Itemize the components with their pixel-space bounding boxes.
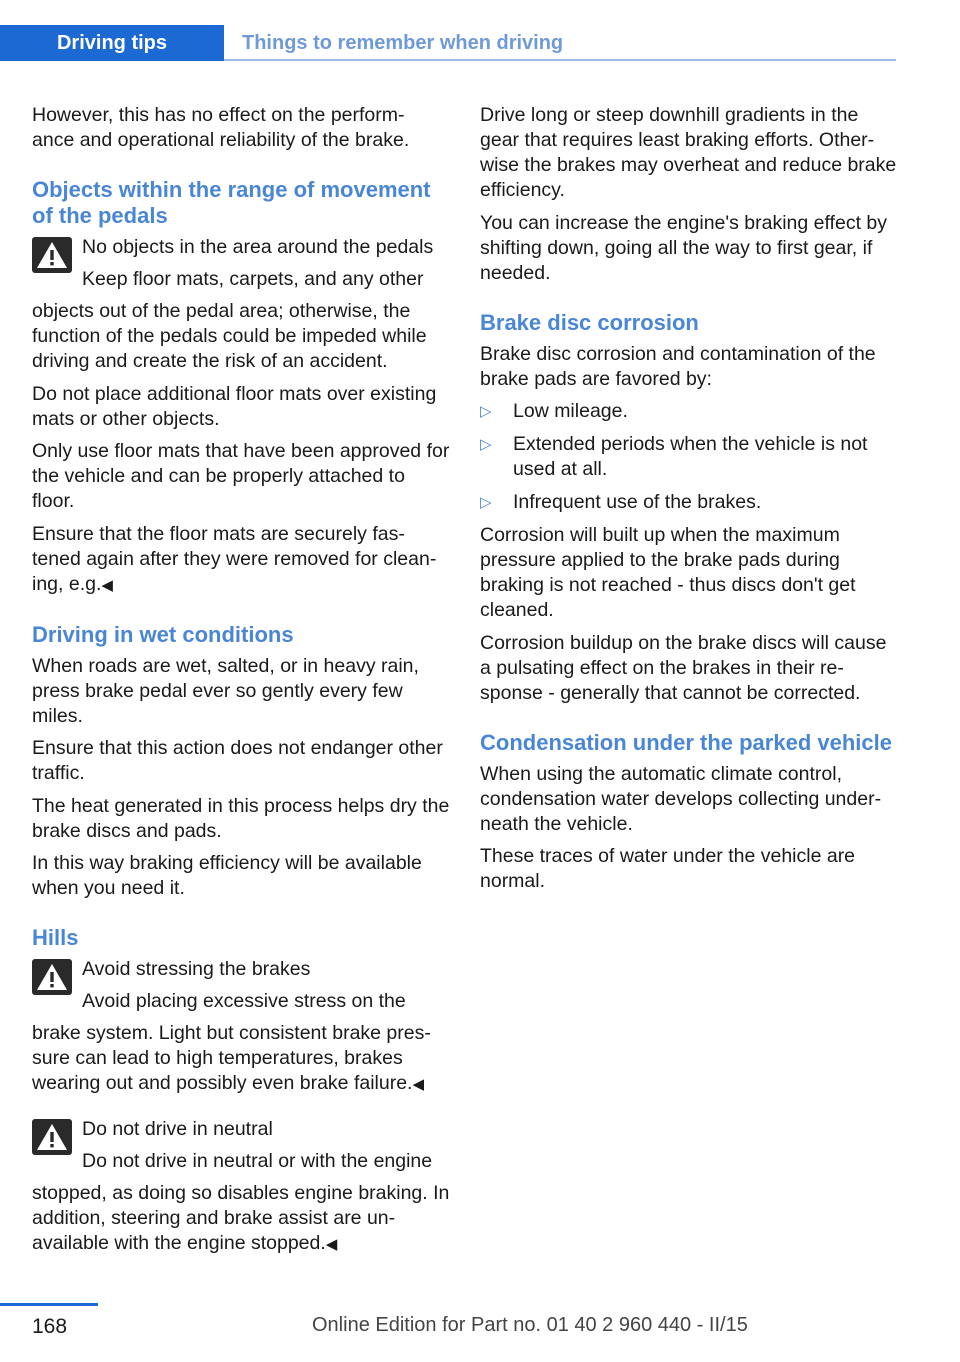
page-header (0, 0, 960, 64)
hills-paragraph-2: You can increase the engine's braking effect by shifting down, going all the way to first gear, if needed. (480, 211, 888, 284)
pedals-paragraph-3: Only use floor mats that have been approved for the vehicle and can be properly attached to floor. (32, 440, 450, 512)
warning-text-start: Avoid placing excessive stress on the (82, 990, 406, 1012)
corrosion-paragraph-2: Corrosion will built up when the maximum pressure applied to the brake pads during braking is not reached - thus discs don't get cleaned. (480, 524, 856, 621)
list-item (480, 432, 898, 482)
list-item (480, 399, 898, 424)
triangle-bullet-icon: ▷ (480, 494, 492, 511)
right-column (480, 103, 898, 902)
warning-text-body: stopped, as doing so disables engine braking. In addition, steering and brake assist are un- available with the engine stopped. (32, 1182, 450, 1254)
heading-brake-disc-corrosion: Brake disc corrosion (480, 309, 699, 335)
pedals-paragraph-4-text: Ensure that the floor mats are securely fas- tened again after they were removed for clean- ing, e.g. (32, 522, 437, 595)
wet-paragraph-2: Ensure that this action does not endanger other traffic. (32, 737, 443, 784)
heading-condensation: Condensation under the parked vehicle (480, 729, 892, 755)
list-item-text: Extended periods when the vehicle is not used at all. (513, 433, 868, 480)
warning-stress (32, 957, 450, 1097)
chapter-tab[interactable]: Driving tips (0, 25, 224, 61)
intro-paragraph: However, this has no effect on the perform- ance and operational reliability of the brake. (32, 104, 410, 151)
warning-text-body: brake system. Light but consistent brake pres- sure can lead to high temperatures, brakes wearing out and possibly even brake failure. (32, 1022, 431, 1094)
hills-paragraph-1: Drive long or steep downhill gradients in the gear that requires least braking efforts. Other- wise the brakes may overheat and reduce brake efficiency. (480, 104, 897, 201)
corrosion-factors-list (480, 399, 898, 515)
section-title[interactable]: Things to remember when driving (242, 31, 564, 54)
warning-text (32, 1181, 450, 1257)
corrosion-paragraph-1: Brake disc corrosion and contamination of the brake pads are favored by: (480, 342, 876, 390)
warning-pedals (32, 235, 450, 374)
warning-neutral (32, 1117, 450, 1257)
warning-triangle-icon (32, 235, 82, 299)
warning-triangle-icon (32, 957, 82, 1021)
warning-text-start: Do not drive in neutral or with the engine (82, 1150, 433, 1172)
warning-triangle-icon (32, 1117, 82, 1181)
condensation-paragraph-1: When using the automatic climate control, condensation water develops collecting under- neath the vehicle. (480, 762, 882, 835)
wet-paragraph-1: When roads are wet, salted, or in heavy rain, press brake pedal ever so gently every few miles. (32, 654, 419, 727)
wet-paragraph-4: In this way braking efficiency will be available when you need it. (32, 852, 422, 899)
header-divider (224, 59, 896, 61)
heading-pedals: Objects within the range of movement of the pedals (32, 177, 431, 228)
corrosion-paragraph-3: Corrosion buildup on the brake discs will cause a pulsating effect on the brakes in their re- sponse - generally that cannot be corrected. (480, 631, 887, 704)
condensation-paragraph-2: These traces of water under the vehicle are normal. (480, 845, 856, 892)
pedals-paragraph-2: Do not place additional floor mats over existing mats or other objects. (32, 382, 437, 430)
heading-hills: Hills (32, 925, 79, 950)
footer-edition: Online Edition for Part no. 01 40 2 960 440 - II/15 (312, 1314, 748, 1336)
warning-text-start: Keep floor mats, carpets, and any other (82, 268, 424, 290)
page-number: 168 (32, 1315, 68, 1338)
list-item (480, 490, 898, 515)
end-mark-icon: ◀ (101, 576, 113, 594)
end-mark-icon: ◀ (412, 1076, 425, 1093)
warning-text: objects out of the pedal area; otherwise, the function of the pedals could be impeded while driving and create the risk of an accident. (32, 300, 427, 372)
heading-wet-conditions: Driving in wet conditions (32, 621, 294, 647)
triangle-bullet-icon: ▷ (480, 403, 492, 420)
left-column (32, 103, 450, 1265)
list-item-text: Low mileage. (513, 400, 628, 422)
pedals-paragraph-4 (32, 522, 450, 598)
list-item-text: Infrequent use of the brakes. (513, 491, 762, 513)
triangle-bullet-icon: ▷ (480, 436, 492, 453)
page-number-rule (0, 1303, 98, 1306)
warning-title: No objects in the area around the pedals (82, 236, 434, 258)
end-mark-icon: ◀ (325, 1236, 338, 1253)
warning-title: Avoid stressing the brakes (82, 958, 311, 980)
wet-paragraph-3: The heat generated in this process helps dry the brake discs and pads. (32, 794, 450, 842)
warning-title: Do not drive in neutral (82, 1118, 273, 1140)
warning-text (32, 1021, 450, 1097)
